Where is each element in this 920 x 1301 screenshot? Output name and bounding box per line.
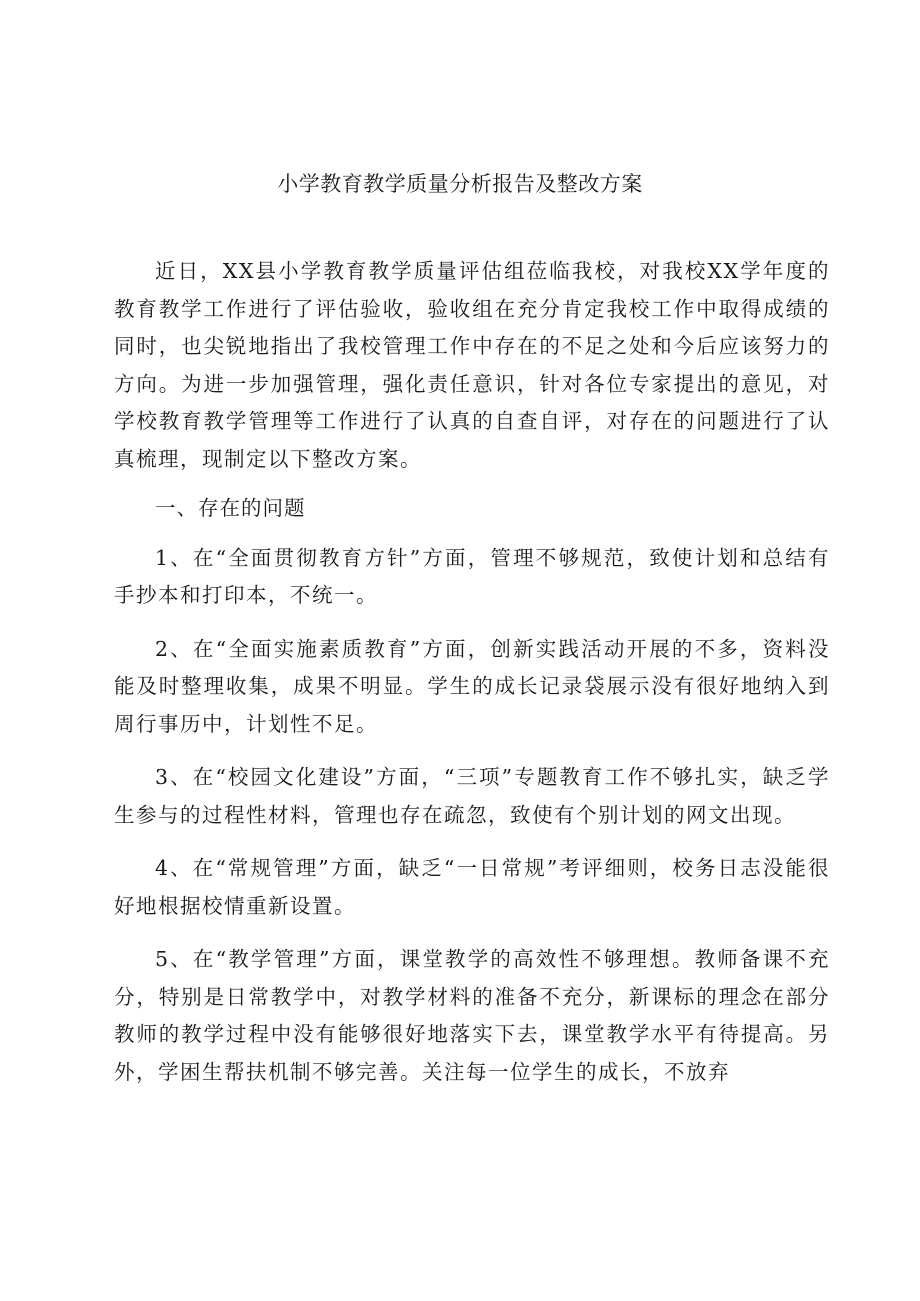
problem-item-2: 2、在“全面实施素质教育”方面，创新实践活动开展的不多，资料没能及时整理收集，成果不明显。学生的成长记录袋展示没有很好地纳入到周行事历中，计划性不足。 [114, 636, 830, 736]
problem-item-3: 3、在“校园文化建设”方面，“三项”专题教育工作不够扎实，缺乏学生参与的过程性材料，管理也存在疏忽，致使有个别计划的网文出现。 [114, 765, 830, 827]
document-title: 小学教育教学质量分析报告及整改方案 [277, 172, 643, 196]
problem-item-1: 1、在“全面贯彻教育方针”方面，管理不够规范，致使计划和总结有手抄本和打印本，不统一。 [114, 545, 830, 607]
intro-paragraph: 近日，XX县小学教育教学质量评估组莅临我校，对我校XX学年度的教育教学工作进行了评估验收，验收组在充分肯定我校工作中取得成绩的同时，也尖锐地指出了我校管理工作中存在的不足之处和今后应该努力的方向。为进一步加强管理，强化责任意识，针对各位专家提出的意见，对学校教育教学管理等工作进行了认真的自查自评，对存在的问题进行了认真梳理，现制定以下整改方案。 [114, 259, 830, 471]
problem-item-5: 5、在“教学管理”方面，课堂教学的高效性不够理想。教师备课不充分，特别是日常教学中，对教学材料的准备不充分，新课标的理念在部分教师的教学过程中没有能够很好地落实下去，课堂教学水平有待提高。另外，学困生帮扶机制不够完善。关注每一位学生的成长，不放弃 [114, 947, 830, 1084]
section-heading-problems: 一、存在的问题 [155, 496, 306, 520]
document-body [114, 253, 830, 1091]
problem-item-4: 4、在“常规管理”方面，缺乏“一日常规”考评细则，校务日志没能很好地根据校情重新设置。 [114, 856, 830, 918]
